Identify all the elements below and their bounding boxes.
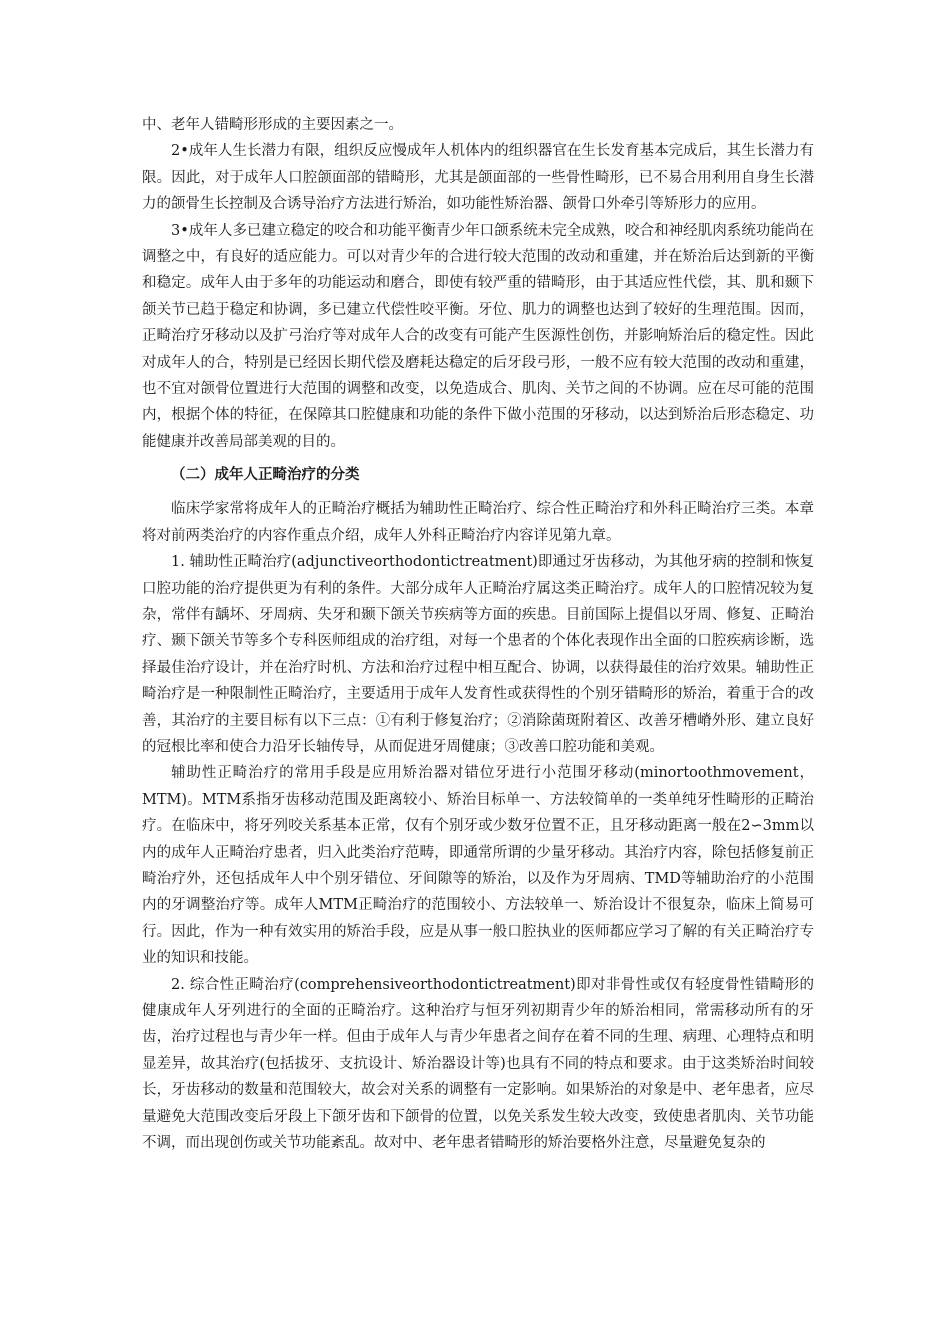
document-page [142,112,814,1156]
paragraph-comprehensive-treatment: 2. 综合性正畸治疗(comprehensiveorthodontictreatment)即对非骨性或仅有轻度骨性错畸形的健康成年人牙列进行的全面的正畸治疗。这种治疗与恒牙列初期青少年的矫治相同，常需移动所有的牙齿，治疗过程也与青少年一样。但由于成年人与青少年患者之间存在着不同的生理、病理、心理特点和明显差异，故其治疗(包括拔牙、支抗设计、矫治器设计等)也具有不同的特点和要求。由于这类矫治时间较长，牙齿移动的数量和范围较大，故会对关系的调整有一定影响。如果矫治的对象是中、老年患者，应尽量避免大范围改变后牙段上下颌牙齿和下颌骨的位置，以免关系发生较大改变，致使患者肌肉、关节功能不调，而出现创伤或关节功能紊乱。故对中、老年患者错畸形的矫治要格外注意，尽量避免复杂的 [142,976,814,1152]
paragraph-continuation: 中、老年人错畸形形成的主要因素之一。 [142,117,403,133]
paragraph-classification-intro: 临床学家常将成年人的正畸治疗概括为辅助性正畸治疗、综合性正畸治疗和外科正畸治疗三类。本章将对前两类治疗的内容作重点介绍，成年人外科正畸治疗内容详见第九章。 [142,501,814,544]
paragraph-point-3: 3•成年人多已建立稳定的咬合和功能平衡青少年口颌系统未完全成熟，咬合和神经肌肉系统功能尚在调整之中，有良好的适应能力。可以对青少年的合进行较大范围的改动和重建，并在矫治后达到新的平衡和稳定。成年人由于多年的功能运动和磨合，即使有较严重的错畸形，由于其适应性代偿，其、肌和颞下颌关节已趋于稳定和协调，多已建立代偿性咬平衡。牙位、肌力的调整也达到了较好的生理范围。因而，正畸治疗牙移动以及扩弓治疗等对成年人合的改变有可能产生医源性创伤，并影响矫治后的稳定性。因此对成年人的合，特别是已经因长期代偿及磨耗达稳定的后牙段弓形，一般不应有较大范围的改动和重建，也不宜对颌骨位置进行大范围的调整和改变，以免造成合、肌肉、关节之间的不协调。应在尽可能的范围内，根据个体的特征，在保障其口腔健康和功能的条件下做小范围的牙移动，以达到矫治后形态稳定、功能健康并改善局部美观的目的。 [142,222,814,450]
paragraph-adjunctive-treatment: 1. 辅助性正畸治疗(adjunctiveorthodontictreatment)即通过牙齿移动，为其他牙病的控制和恢复口腔功能的治疗提供更为有利的条件。大部分成年人正畸治疗属这类正畸治疗。成年人的口腔情况较为复杂，常伴有龋坏、牙周病、失牙和颞下颌关节疾病等方面的疾患。目前国际上提倡以牙周、修复、正畸治疗、颞下颌关节等多个专科医师组成的治疗组，对每一个患者的个体化表现作出全面的口腔疾病诊断，选择最佳治疗设计，并在治疗时机、方法和治疗过程中相互配合、协调，以获得最佳的治疗效果。辅助性正畸治疗是一种限制性正畸治疗，主要适用于成年人发育性或获得性的个别牙错畸形的矫治，着重于合的改善，其治疗的主要目标有以下三点：①有利于修复治疗；②消除菌斑附着区、改善牙槽嵴外形、建立良好的冠根比率和使合力沿牙长轴传导，从而促进牙周健康；③改善口腔功能和美观。 [142,554,814,755]
paragraph-point-2: 2•成年人生长潜力有限，组织反应慢成年人机体内的组织器官在生长发育基本完成后，其生长潜力有限。因此，对于成年人口腔颌面部的错畸形，尤其是颌面部的一些骨性畸形，已不易合用利用自身生长潜力的颌骨生长控制及合诱导治疗方法进行矫治，如功能性矫治器、颌骨口外牵引等矫形力的应用。 [142,143,814,213]
section-heading: （二）成年人正畸治疗的分类 [171,467,360,484]
paragraph-mtm: 辅助性正畸治疗的常用手段是应用矫治器对错位牙进行小范围牙移动(minortoothmovement，MTM)。MTM系指牙齿移动范围及距离较小、矫治目标单一、方法较简单的一类单纯牙性畸形的正畸治疗。在临床中，将牙列咬关系基本正常，仅有个别牙或少数牙位置不正，且牙移动距离一般在2∽3mm以内的成年人正畸治疗患者，归入此类治疗范畴，即通常所谓的少量牙移动。其治疗内容，除包括修复前正畸治疗外，还包括成年人中个别牙错位、牙间隙等的矫治，以及作为牙周病、TMD等辅助治疗的小范围内的牙调整治疗等。成年人MTM正畸治疗的范围较小、方法较单一、矫治设计不很复杂，临床上简易可行。因此，作为一种有效实用的矫治手段，应是从事一般口腔执业的医师都应学习了解的有关正畸治疗专业的知识和技能。 [142,765,814,967]
